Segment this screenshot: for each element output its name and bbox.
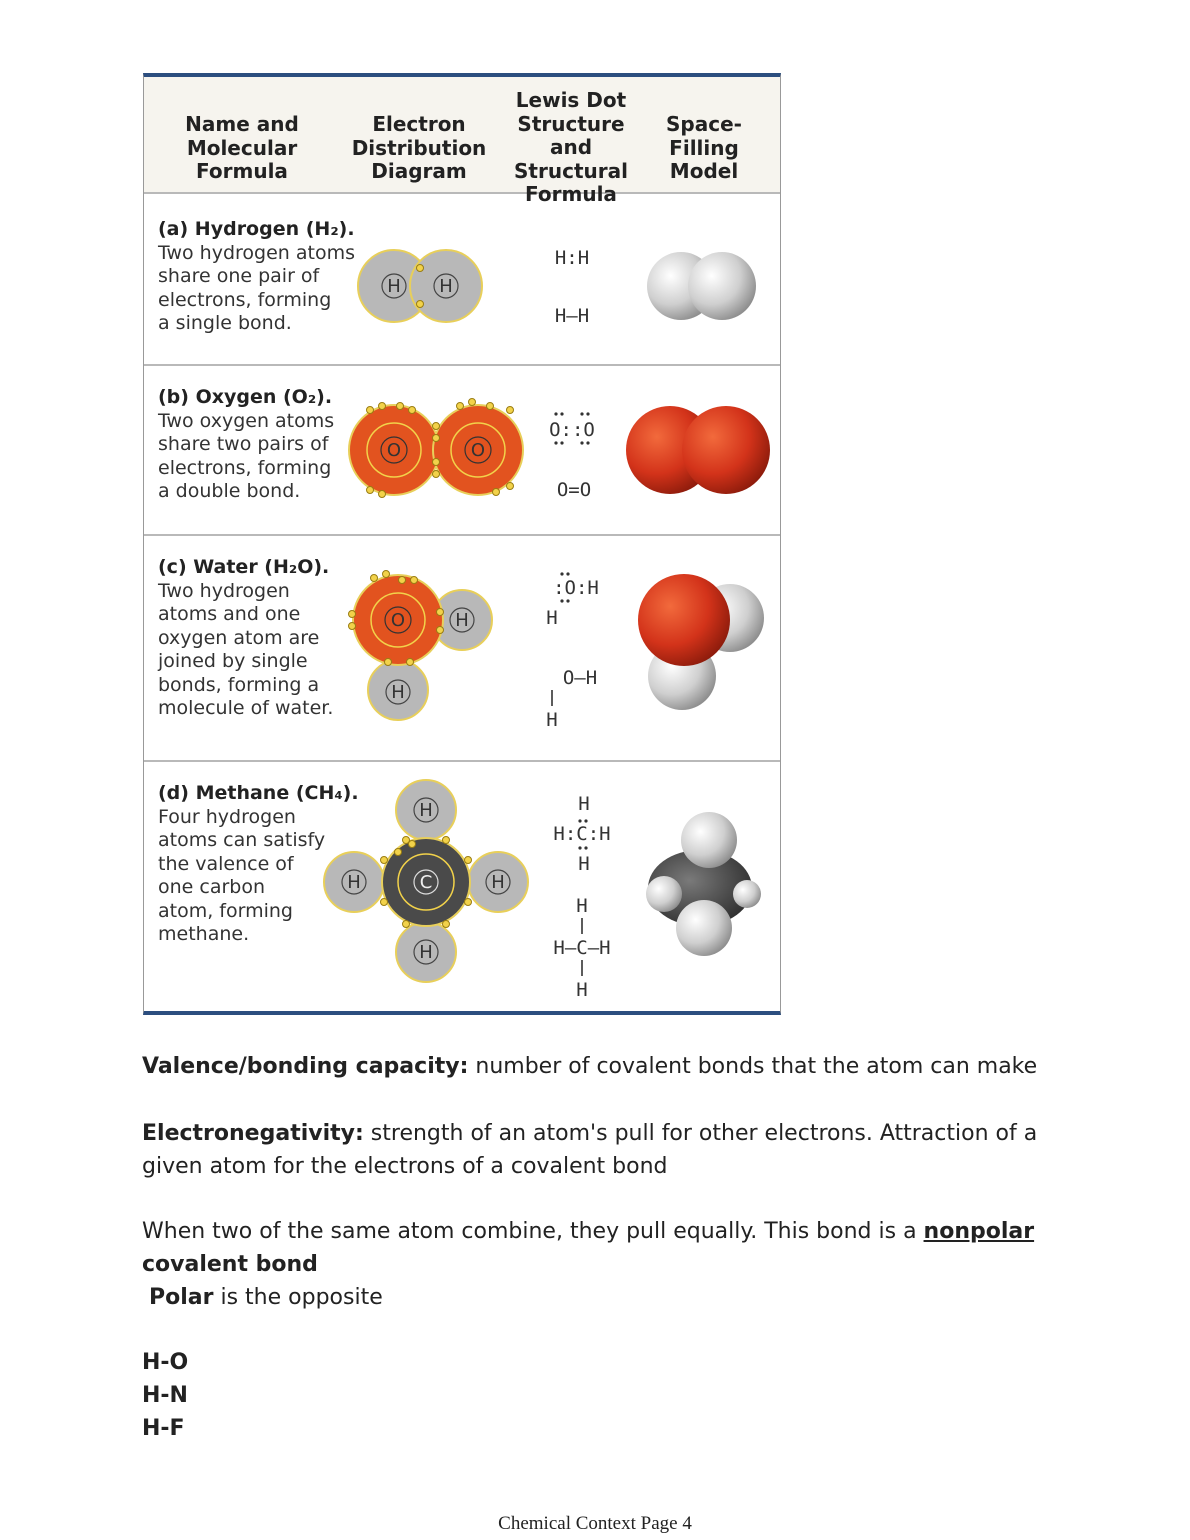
oxygen-graphics [144, 364, 780, 534]
water-description: (c) Water (H₂O). Two hydrogen atoms and one oxygen atom are joined by single bonds, forming a molecule of water. [158, 556, 334, 719]
oxygen-structural-formula: O=O [556, 479, 592, 501]
oxygen-space-filling-model [626, 406, 770, 494]
molecule-figure [143, 73, 781, 1015]
methane-hydrogen-bottom-label: H [419, 942, 433, 963]
hydrogen-structural-formula: H—H [554, 305, 590, 327]
methane-hydrogen-top-label: H [419, 800, 433, 821]
water-lewis-dot-bottom: H [546, 607, 558, 629]
example-bond-2: H-N [142, 1383, 188, 1408]
notes-section [142, 1050, 1042, 1445]
hydrogen-graphics [144, 194, 780, 364]
page-footer: Chemical Context Page 4 [498, 1513, 692, 1534]
oxygen-lewis-dot: O::O [549, 419, 595, 441]
methane-lewis-top: H [578, 793, 590, 815]
water-hydrogen-2-label: H [391, 682, 405, 703]
figure-header [144, 77, 780, 206]
methane-structural-mid: H—C—H [553, 937, 611, 959]
example-bond-1: H-O [142, 1350, 189, 1375]
water-space-filling-model [638, 574, 764, 710]
header-space-filling: Space- Filling Model [666, 112, 742, 183]
hydrogen-lewis-dot: H:H [554, 247, 590, 269]
water-lewis-dot-top: :O:H [553, 577, 599, 599]
oxygen-atom-1-label: O [386, 440, 402, 461]
methane-lewis-mid: H:C:H [553, 823, 611, 845]
water-electron-diagram [349, 571, 493, 721]
header-lewis-structure: Lewis Dot Structure and Structural Formula [514, 88, 628, 206]
water-oxygen-label: O [390, 610, 406, 631]
water-structural-top: O—H [562, 667, 598, 689]
methane-hydrogen-left-label: H [347, 872, 361, 893]
water-hydrogen-1-label: H [455, 610, 469, 631]
oxygen-description: (b) Oxygen (O₂). Two oxygen atoms share two pairs of electrons, forming a double bond. [158, 386, 335, 502]
polar-explanation: Polar is the opposite [149, 1285, 383, 1310]
methane-graphics [144, 760, 780, 1015]
row-hydrogen [144, 194, 780, 366]
hydrogen-electron-diagram [358, 250, 482, 322]
header-name-formula: Name and Molecular Formula [185, 112, 299, 183]
oxygen-atom-2-label: O [470, 440, 486, 461]
methane-lewis-bottom: H [578, 853, 590, 875]
hydrogen-atom-2-label: H [439, 276, 453, 297]
example-bond-3: H-F [142, 1416, 185, 1441]
valence-definition: Valence/bonding capacity: number of covalent bonds that the atom can make [142, 1054, 1038, 1079]
methane-electron-diagram [324, 780, 528, 982]
methane-structural-top: H [576, 895, 588, 917]
oxygen-electron-diagram [349, 399, 523, 498]
methane-structural-bottom: H [576, 979, 588, 1001]
hydrogen-atom-1-label: H [387, 276, 401, 297]
header-electron-diagram: Electron Distribution Diagram [351, 112, 487, 183]
electronegativity-definition: Electronegativity: strength of an atom's pull for other electrons. Attraction of a given atom for the electrons of a covalent bond [142, 1121, 1038, 1179]
row-methane [144, 760, 780, 1015]
hydrogen-space-filling-model [647, 252, 756, 320]
methane-space-filling-model [646, 812, 761, 956]
nonpolar-explanation: When two of the same atom combine, they pull equally. This bond is a nonpolar covalent bond [142, 1219, 1035, 1277]
row-oxygen [144, 364, 780, 536]
methane-hydrogen-right-label: H [491, 872, 505, 893]
water-structural-bottom: H [546, 709, 558, 731]
hydrogen-description: (a) Hydrogen (H₂). Two hydrogen atoms share one pair of electrons, forming a single bond. [158, 218, 355, 334]
methane-description: (d) Methane (CH₄). Four hydrogen atoms can satisfy the valence of one carbon atom, forming methane. [158, 782, 359, 945]
row-water [144, 534, 780, 762]
water-graphics [144, 534, 780, 760]
methane-carbon-label: C [419, 872, 433, 893]
